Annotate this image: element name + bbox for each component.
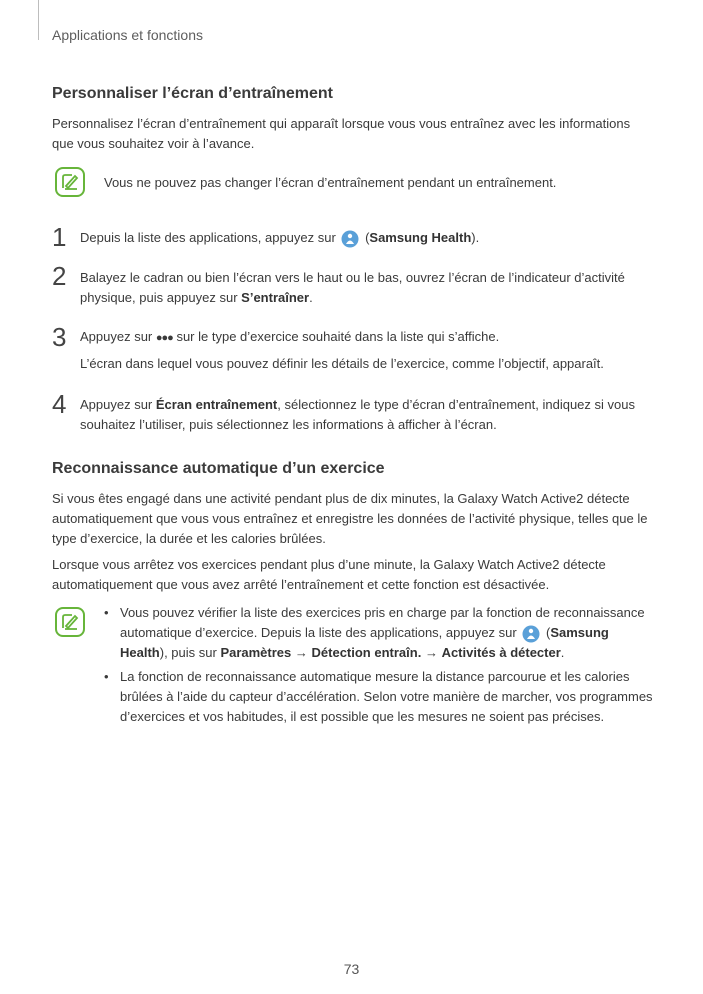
bullet-1-pre: Vous pouvez vérifier la liste des exercices pris en charge par la fonction de reconnaissance automatique d’exercice. Depuis la liste des applications, appuyez sur [120,605,645,640]
step-2-pre: Balayez le cadran ou bien l’écran vers le haut ou le bas, ouvrez l’écran de l’indicateur d’activité physique, puis appuyez sur [80,270,625,305]
bullet-1-detection: Détection entraîn. [311,645,422,660]
bullet-1-text [120,603,654,663]
step-4-post: , sélectionnez le type d’écran d’entraînement, indiquez si vous souhaitez l’utiliser, puis sélectionnez les informations à afficher à l’écran. [80,397,635,432]
step-1-pre: Depuis la liste des applications, appuyez sur [80,230,336,245]
bullet-1-open-paren: ( [545,625,551,640]
note-text: Vous ne pouvez pas changer l’écran d’entraînement pendant un entraînement. [104,175,557,190]
arrow-icon: → [294,645,308,660]
step-2-bold: S’entraîner [241,290,310,305]
step-1-post: ). [471,230,480,245]
note-icon [55,607,85,637]
step-number: 3 [52,322,67,352]
bullet-1-end: . [560,645,565,660]
bullet-1-app-name: Samsung Health [120,625,609,660]
section-title-customize: Personnaliser l’écran d’entraînement [52,85,333,102]
section-title-auto-detection: Reconnaissance automatique d’un exercice [52,460,385,477]
step-3-post: sur le type d’exercice souhaité dans la liste qui s’affiche. [176,329,500,344]
note-icon [55,167,85,197]
header-rule [38,0,39,40]
more-options-icon: ●●● [155,332,173,344]
step-1-text [80,228,655,248]
step-4-text [80,395,655,435]
step-number: 1 [52,222,67,252]
bullet-2-text: La fonction de reconnaissance automatique mesure la distance parcourue et les calories brûlées à l’aide du capteur d’accélération. Selon votre manière de marcher, vos programmes d’exercices et vos habitudes, il est possible que les mesures ne soient pas précises. [120,669,653,724]
step-1-app-name: Samsung Health [369,230,472,245]
step-number: 2 [52,261,67,291]
step-1-open-paren: ( [365,230,370,245]
bullet-1-activities: Activités à détecter [441,645,561,660]
section1-intro: Personnalisez l’écran d’entraînement qui apparaît lorsque vous vous entraînez avec les informations que vous souhaitez voir à l’avance. [52,116,631,151]
samsung-health-icon [341,230,359,248]
running-head: Applications et fonctions [52,27,203,43]
section2-para1: Si vous êtes engagé dans une activité pendant plus de dix minutes, la Galaxy Watch Active2 détecte automatiquement que vous vous entraînez et enregistre les données de l’activité physique, telles que le type d’exercice, la durée et les calories brûlées. [52,491,648,546]
page-number: 73 [343,961,360,977]
step-3-text [80,327,655,348]
bullet-1-mid: ), puis sur [159,645,217,660]
step-4-bold: Écran entraînement [155,397,278,412]
bullet-mark: • [104,669,109,684]
step-2-text [80,268,655,308]
bullet-mark: • [104,605,109,620]
section2-para2: Lorsque vous arrêtez vos exercices pendant plus d’une minute, la Galaxy Watch Active2 détecte automatiquement que vous avez arrêté l’entraînement et cette fonction est désactivée. [52,557,606,592]
step-3-pre: Appuyez sur [80,329,153,344]
samsung-health-icon [522,625,540,643]
arrow-icon: → [424,645,438,660]
step-4-pre: Appuyez sur [80,397,153,412]
step-3-subtext: L’écran dans lequel vous pouvez définir les détails de l’exercice, comme l’objectif, apparaît. [80,356,604,371]
bullet-1-settings: Paramètres [220,645,292,660]
step-number: 4 [52,389,67,419]
step-2-post: . [309,290,313,305]
